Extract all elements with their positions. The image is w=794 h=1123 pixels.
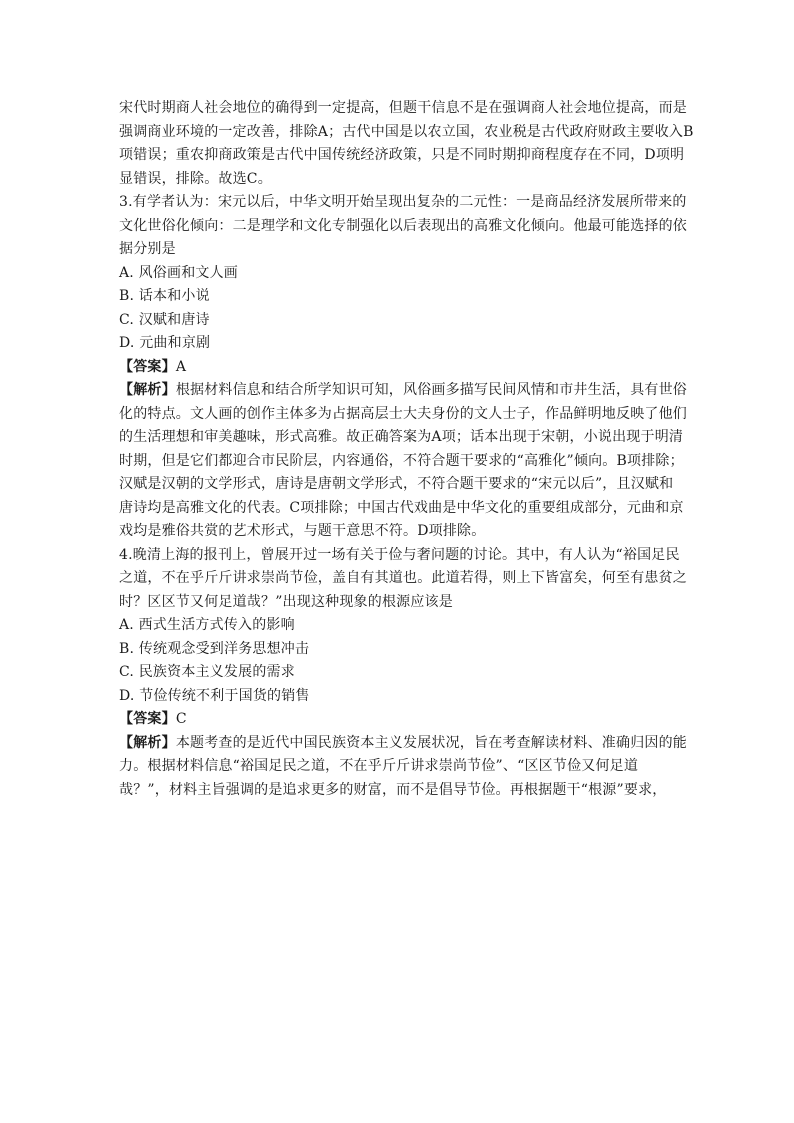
option-c: C. 汉赋和唐诗: [119, 311, 210, 328]
question-4: [119, 544, 688, 803]
question-stem-line: 之道，不在乎斤斤讲求崇尚节俭，盖自有其道也。此道若得，则上下皆富矣，何至有患贫之: [119, 570, 687, 586]
analysis-label: 【解析】: [119, 382, 176, 398]
answer-line: [119, 708, 681, 732]
answer-label: 【答案】: [119, 358, 176, 375]
analysis-text: 本题考查的是近代中国民族资本主义发展状况，旨在考查解读材料、准确归因的能: [175, 734, 688, 751]
text-line: 项错误；重农抑商政策是古代中国传统经济政策，只是不同时期抑商程度存在不同，D项明: [119, 147, 685, 163]
question-stem-line: 3.有学者认为：宋元以后，中华文明开始呈现出复杂的二元性：一是商品经济发展所带来的: [119, 194, 687, 210]
option-b: B. 传统观念受到洋务思想冲击: [119, 640, 310, 657]
text-line: 显错误，排除。故选C。: [119, 170, 272, 187]
option-d: D. 节俭传统不利于国货的销售: [119, 687, 310, 704]
answer-label: 【答案】: [119, 711, 176, 727]
option-b: B. 话本和小说: [119, 288, 210, 304]
analysis-text: 根据材料信息和结合所学知识可知，风俗画多描写民间风情和市井生活，具有世俗: [175, 382, 688, 398]
previous-analysis: [119, 97, 694, 191]
analysis-line: 的生活理想和审美趣味，形式高雅。故正确答案为A项；话本出现于宋朝，小说出现于明清: [119, 429, 684, 445]
question-stem-line: 4.晚清上海的报刊上，曾展开过一场有关于俭与奢问题的讨论。其中，有人认为“裕国足民: [119, 546, 680, 563]
option-c: C. 民族资本主义发展的需求: [119, 664, 295, 680]
analysis-line: 戏均是雅俗共赏的艺术形式，与题干意思不符。D项排除。: [119, 523, 486, 539]
text-line: 宋代时期商人社会地位的确得到一定提高，但题干信息不是在强调商人社会地位提高，而是: [119, 100, 687, 116]
option-a: A. 西式生活方式传入的影响: [119, 617, 295, 633]
answer-line: [119, 356, 681, 380]
question-stem-line: 据分别是: [119, 241, 176, 257]
analysis-line: 化的特点。文人画的创作主体多为占据高层士大夫身份的文人士子，作品鲜明地反映了他们: [119, 405, 687, 422]
analysis-line: 力。根据材料信息“裕国足民之道，不在乎斤斤讲求崇尚节俭”、“区区节俭又何足道: [119, 758, 639, 774]
analysis-line: [119, 379, 688, 403]
analysis-line: [119, 732, 688, 756]
analysis-line: 时期，但是它们都迎合市民阶层，内容通俗，不符合题干要求的“高雅化”倾向。B项排除；: [119, 452, 684, 469]
analysis-line: 唐诗均是高雅文化的代表。C项排除；中国古代戏曲是中华文化的重要组成部分，元曲和京: [119, 499, 684, 516]
analysis-line: 汉赋是汉朝的文学形式，唐诗是唐朝文学形式，不符合题干要求的“宋元以后”，且汉赋和: [119, 476, 674, 492]
answer-value: C: [175, 711, 187, 727]
option-d: D. 元曲和京剧: [119, 335, 211, 351]
analysis-line: 哉？”，材料主旨强调的是追求更多的财富，而不是倡导节俭。再根据题干“根源”要求，: [119, 781, 667, 798]
document-page: [119, 97, 694, 802]
text-line: 强调商业环境的一定改善，排除A；古代中国是以农立国，农业税是古代政府财政主要收入B: [119, 123, 694, 140]
question-stem-line: 时？区区节又何足道哉？”出现这种现象的根源应该是: [119, 593, 453, 610]
question-3: [119, 191, 688, 544]
option-a: A. 风俗画和文人画: [119, 264, 239, 281]
answer-value: A: [175, 358, 187, 375]
question-stem-line: 文化世俗化倾向：二是理学和文化专制强化以后表现出的高雅文化倾向。他最可能选择的依: [119, 217, 687, 234]
analysis-label: 【解析】: [119, 734, 176, 751]
